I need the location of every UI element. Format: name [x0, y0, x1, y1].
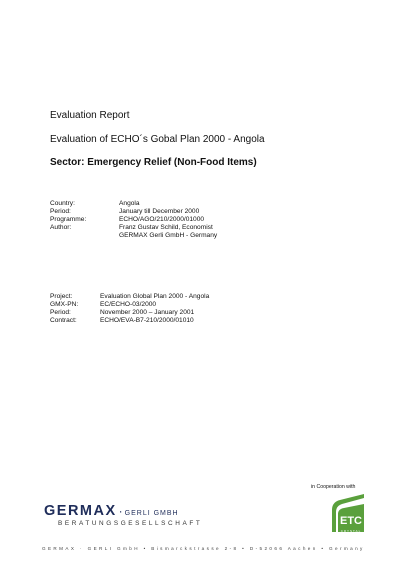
- detail-value: Angola: [119, 200, 140, 207]
- cooperation-note: in Cooperation with: [311, 484, 356, 490]
- detail-row: [50, 224, 217, 232]
- detail-label: Period:: [50, 208, 71, 216]
- germax-logo: [44, 502, 179, 520]
- etc-logo-subtext: CRYSTAL: [340, 529, 362, 533]
- germax-tagline: BERATUNGSGESELLSCHAFT: [58, 520, 203, 527]
- detail-label: Country:: [50, 200, 75, 207]
- project-row: [50, 293, 209, 301]
- etc-logo: [328, 492, 368, 534]
- details-block: [50, 200, 217, 240]
- report-sector: Sector: Emergency Relief (Non-Food Items): [50, 157, 257, 168]
- project-value: ECHO/EVA-B7-210/2000/01010: [100, 317, 194, 325]
- detail-label: Programme:: [50, 216, 87, 224]
- germax-logo-dot: ·: [118, 504, 123, 518]
- project-value: Evaluation Global Plan 2000 - Angola: [100, 293, 210, 300]
- project-label: Period:: [50, 309, 71, 317]
- detail-value: January till December 2000: [119, 208, 200, 216]
- project-label: GMX-PN:: [50, 301, 79, 309]
- detail-row: [50, 208, 217, 216]
- detail-value: Franz Gustav Schild, Economist: [119, 224, 213, 232]
- project-block: [50, 293, 209, 325]
- project-row: [50, 317, 209, 325]
- detail-label: Author:: [50, 224, 72, 232]
- project-row: [50, 309, 209, 317]
- detail-row: [50, 200, 217, 208]
- detail-row: [50, 232, 217, 240]
- detail-value: ECHO/AGO/210/2000/01000: [119, 216, 205, 224]
- project-label: Contract:: [50, 317, 77, 325]
- project-value: EC/ECHO-03/2000: [100, 301, 157, 309]
- project-row: [50, 301, 209, 309]
- detail-label: [50, 232, 119, 240]
- footer-address: GERMAX · GERLI GmbH • Bismarckstrasse 2-8 • D-52066 Aachen • Germany: [42, 546, 365, 551]
- germax-logo-name: GERMAX: [44, 503, 117, 519]
- report-subtitle: Evaluation of ECHO´s Gobal Plan 2000 - Angola: [50, 134, 265, 145]
- etc-logo-text: ETC: [340, 515, 362, 527]
- germax-logo-gerli: GERLI GMBH: [124, 510, 179, 517]
- project-label: Project:: [50, 293, 73, 300]
- report-title: Evaluation Report: [50, 110, 130, 121]
- detail-row: [50, 216, 217, 224]
- project-value: November 2000 – January 2001: [100, 309, 195, 317]
- detail-value: GERMAX Gerli GmbH - Germany: [119, 232, 218, 240]
